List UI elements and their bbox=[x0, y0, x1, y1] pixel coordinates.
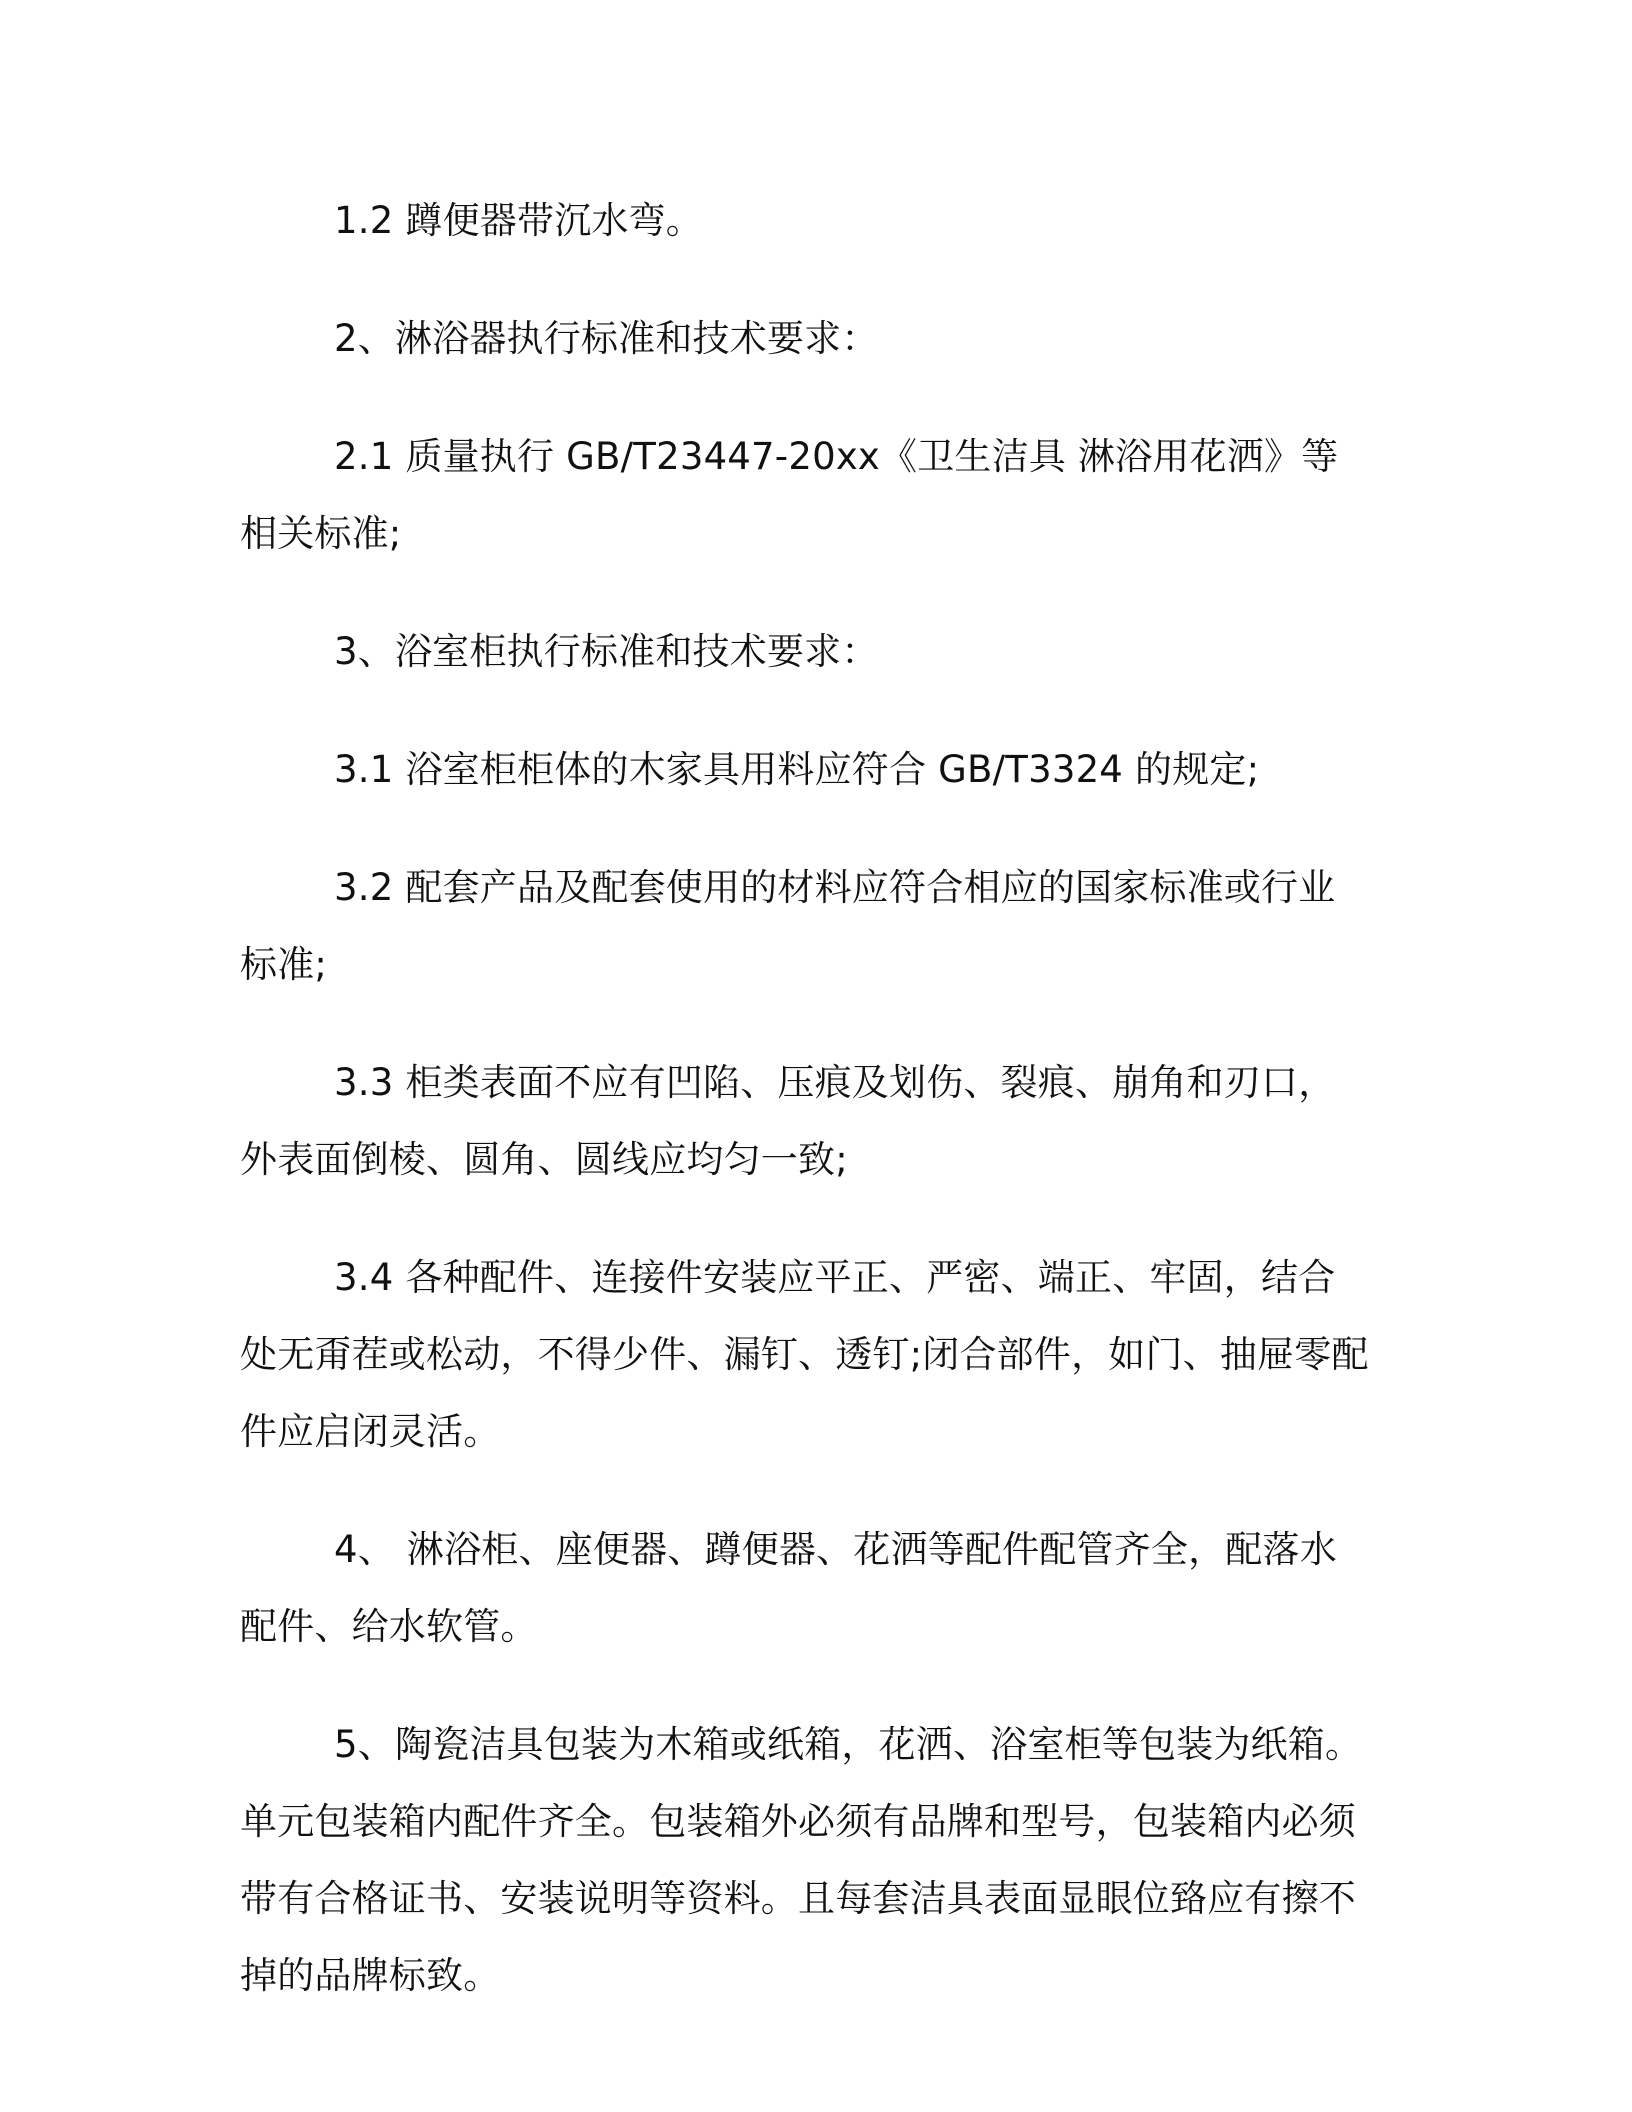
paragraph-3-2: 3.2 配套产品及配套使用的材料应符合相应的国家标准或行业标准; bbox=[240, 866, 1336, 986]
paragraph-2-1: 2.1 质量执行 GB/T23447-20xx《卫生洁具 淋浴用花洒》等相关标准; bbox=[240, 435, 1339, 555]
paragraph-3-1: 3.1 浴室柜柜体的木家具用料应符合 GB/T3324 的规定; bbox=[334, 748, 1260, 791]
paragraph-4: 4、 淋浴柜、座便器、蹲便器、花洒等配件配管齐全，配落水配件、给水软管。 bbox=[240, 1528, 1337, 1648]
paragraph-1-2: 1.2 蹲便器带沉水弯。 bbox=[334, 199, 704, 242]
paragraph-2-heading: 2、淋浴器执行标准和技术要求： bbox=[334, 317, 879, 360]
document-body bbox=[240, 182, 1370, 2014]
paragraph-3-4: 3.4 各种配件、连接件安装应平正、严密、端正、牢固，结合处无甭茬或松动，不得少件、漏钉、透钉;闭合部件，如门、抽屉零配件应启闭灵活。 bbox=[240, 1256, 1369, 1453]
paragraph-5: 5、陶瓷洁具包装为木箱或纸箱，花洒、浴室柜等包装为纸箱。单元包装箱内配件齐全。包装箱外必须有品牌和型号，包装箱内必须带有合格证书、安装说明等资料。且每套洁具表面显眼位臵应有擦不掉的品牌标致。 bbox=[240, 1723, 1363, 1997]
paragraph-3-3: 3.3 柜类表面不应有凹陷、压痕及划伤、裂痕、崩角和刃口，外表面倒棱、圆角、圆线应均匀一致; bbox=[240, 1061, 1336, 1181]
paragraph-3-heading: 3、浴室柜执行标准和技术要求： bbox=[334, 630, 879, 673]
